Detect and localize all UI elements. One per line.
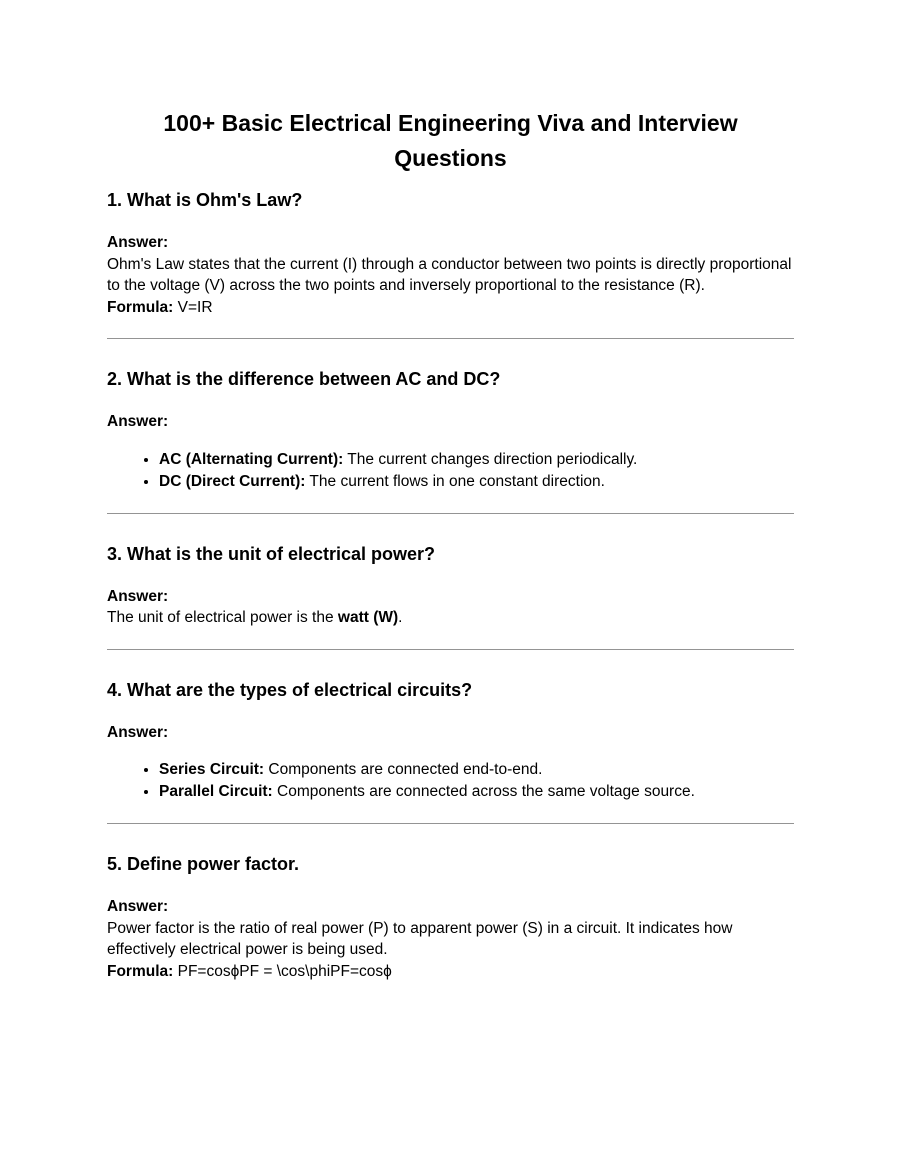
- qa-section-1: [107, 190, 794, 339]
- bullet-item: [159, 759, 794, 781]
- question-5-heading: 5. Define power factor.: [107, 854, 300, 874]
- answer-label: Answer:: [107, 723, 169, 741]
- formula-label: Formula:: [107, 298, 174, 316]
- formula-text: PF=cosϕPF = \cos\phiPF=cosϕ: [173, 962, 392, 980]
- answer-label: Answer:: [107, 587, 169, 605]
- bullet-item: [159, 471, 794, 493]
- answer-text-suffix: .: [398, 609, 403, 626]
- question-2-answer: [107, 411, 794, 433]
- answer-label: Answer:: [107, 898, 169, 915]
- answer-text-prefix: The unit of electrical power is the: [107, 609, 338, 626]
- answer-text-bold: watt (W): [337, 609, 399, 626]
- section-divider: [107, 513, 794, 514]
- bullet-term: Parallel Circuit:: [159, 783, 273, 800]
- question-3-answer: [107, 586, 794, 629]
- bullet-term: DC (Direct Current):: [159, 472, 306, 490]
- bullet-text: Components are connected end-to-end.: [264, 761, 543, 778]
- question-5-answer: [107, 896, 794, 982]
- question-2-heading: 2. What is the difference between AC and DC?: [107, 369, 501, 389]
- qa-section-2: [107, 369, 794, 514]
- section-divider: [107, 649, 794, 650]
- bullet-text: Components are connected across the same voltage source.: [272, 783, 695, 800]
- answer-text: Ohm's Law states that the current (I) through a conductor between two points is directly proportional to the voltage (V) across the two points and inversely proportional to the resistance (R).: [107, 255, 792, 294]
- answer-label: Answer:: [107, 234, 169, 251]
- bullet-term: AC (Alternating Current):: [159, 450, 344, 468]
- question-1-heading: 1. What is Ohm's Law?: [107, 190, 303, 210]
- formula-label: Formula:: [107, 962, 174, 980]
- bullet-text: The current changes direction periodically.: [343, 450, 638, 468]
- question-4-answer: [107, 722, 794, 744]
- bullet-item: [159, 781, 794, 803]
- bullet-term: Series Circuit:: [159, 761, 265, 778]
- answer-text: Power factor is the ratio of real power (P) to apparent power (S) in a circuit. It indicates how effectively electrical power is being used.: [107, 919, 733, 958]
- question-4-bullet-list: [107, 759, 794, 803]
- section-divider: [107, 338, 794, 339]
- document-title: 100+ Basic Electrical Engineering Viva and Interview Questions: [163, 110, 738, 171]
- answer-label: Answer:: [107, 413, 169, 430]
- qa-section-5: [107, 854, 794, 982]
- formula-text: V=IR: [173, 298, 213, 316]
- question-1-answer: [107, 232, 794, 318]
- qa-section-4: [107, 680, 794, 825]
- bullet-text: The current flows in one constant direction.: [305, 472, 605, 490]
- bullet-item: [159, 449, 794, 471]
- question-4-heading: 4. What are the types of electrical circuits?: [107, 679, 473, 700]
- question-2-bullet-list: [107, 449, 794, 493]
- section-divider: [107, 823, 794, 824]
- question-3-heading: 3. What is the unit of electrical power?: [107, 543, 436, 564]
- qa-section-3: [107, 544, 794, 650]
